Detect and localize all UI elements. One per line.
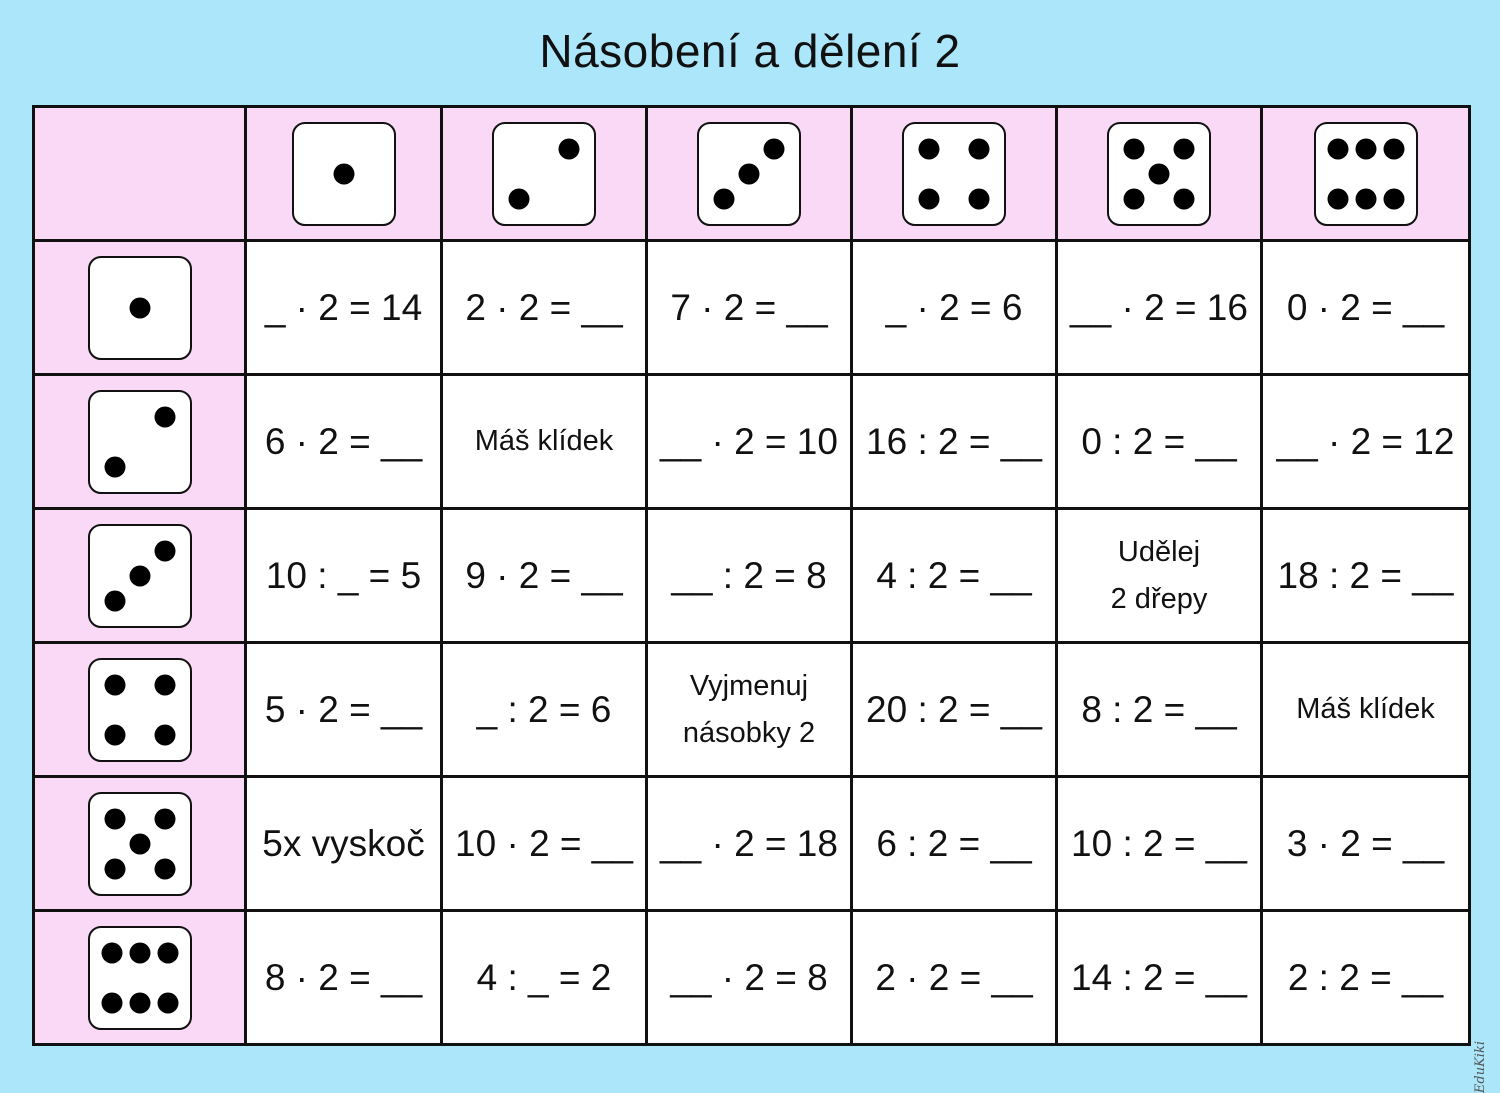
task-cell[interactable]: 20 : 2 = __: [852, 643, 1057, 777]
column-header-4: [852, 107, 1057, 241]
task-cell[interactable]: 10 · 2 = __: [442, 777, 647, 911]
task-cell[interactable]: 9 · 2 = __: [442, 509, 647, 643]
task-cell[interactable]: 5x vyskoč: [246, 777, 442, 911]
die-pip: [104, 456, 125, 477]
task-cell[interactable]: 3 · 2 = __: [1262, 777, 1470, 911]
task-cell[interactable]: Vyjmenuj násobky 2: [647, 643, 852, 777]
task-cell[interactable]: 8 : 2 = __: [1057, 643, 1262, 777]
die-two-icon: [88, 390, 192, 494]
die-pip: [157, 942, 178, 963]
die-pip: [104, 674, 125, 695]
task-cell[interactable]: 0 : 2 = __: [1057, 375, 1262, 509]
die-pip: [154, 406, 175, 427]
die-pip: [1124, 138, 1145, 159]
task-cell[interactable]: __ · 2 = 18: [647, 777, 852, 911]
task-cell[interactable]: _ · 2 = 6: [852, 241, 1057, 375]
column-header-6: [1262, 107, 1470, 241]
task-cell[interactable]: 6 : 2 = __: [852, 777, 1057, 911]
die-two-icon: [492, 122, 596, 226]
task-cell[interactable]: 5 · 2 = __: [246, 643, 442, 777]
column-header-3: [647, 107, 852, 241]
die-pip: [157, 992, 178, 1013]
corner-cell: [34, 107, 246, 241]
table-row: [34, 777, 1470, 911]
task-cell[interactable]: 10 : _ = 5: [246, 509, 442, 643]
die-pip: [1355, 188, 1376, 209]
task-cell[interactable]: _ · 2 = 14: [246, 241, 442, 375]
task-cell[interactable]: 14 : 2 = __: [1057, 911, 1262, 1045]
table-row: [34, 643, 1470, 777]
row-header-6: [34, 911, 246, 1045]
table-row: [34, 911, 1470, 1045]
die-pip: [154, 858, 175, 879]
task-cell[interactable]: 18 : 2 = __: [1262, 509, 1470, 643]
die-pip: [1149, 163, 1170, 184]
die-one-icon: [88, 256, 192, 360]
die-pip: [154, 724, 175, 745]
task-cell[interactable]: 2 : 2 = __: [1262, 911, 1470, 1045]
task-cell[interactable]: 4 : _ = 2: [442, 911, 647, 1045]
die-pip: [559, 138, 580, 159]
task-cell[interactable]: __ · 2 = 12: [1262, 375, 1470, 509]
row-header-3: [34, 509, 246, 643]
die-four-icon: [902, 122, 1006, 226]
column-header-2: [442, 107, 647, 241]
task-cell[interactable]: Udělej 2 dřepy: [1057, 509, 1262, 643]
row-header-1: [34, 241, 246, 375]
die-pip: [154, 674, 175, 695]
die-pip: [1327, 138, 1348, 159]
table-row: [34, 509, 1470, 643]
task-cell[interactable]: __ : 2 = 8: [647, 509, 852, 643]
die-pip: [1383, 188, 1404, 209]
table-row: [34, 375, 1470, 509]
die-pip: [714, 188, 735, 209]
die-pip: [154, 540, 175, 561]
die-pip: [509, 188, 530, 209]
die-pip: [1355, 138, 1376, 159]
die-five-icon: [88, 792, 192, 896]
row-header-5: [34, 777, 246, 911]
task-cell[interactable]: Máš klídek: [442, 375, 647, 509]
task-cell[interactable]: 2 · 2 = __: [852, 911, 1057, 1045]
die-pip: [333, 163, 354, 184]
die-one-icon: [292, 122, 396, 226]
die-pip: [919, 138, 940, 159]
die-pip: [1327, 188, 1348, 209]
task-cell[interactable]: __ · 2 = 8: [647, 911, 852, 1045]
task-cell[interactable]: 8 · 2 = __: [246, 911, 442, 1045]
die-pip: [1174, 188, 1195, 209]
die-six-icon: [1314, 122, 1418, 226]
die-pip: [129, 565, 150, 586]
die-pip: [104, 724, 125, 745]
task-cell[interactable]: __ · 2 = 10: [647, 375, 852, 509]
die-pip: [969, 138, 990, 159]
die-pip: [1383, 138, 1404, 159]
die-pip: [129, 297, 150, 318]
row-header-4: [34, 643, 246, 777]
die-pip: [1124, 188, 1145, 209]
task-cell[interactable]: 7 · 2 = __: [647, 241, 852, 375]
die-pip: [101, 942, 122, 963]
row-header-2: [34, 375, 246, 509]
die-pip: [764, 138, 785, 159]
die-pip: [919, 188, 940, 209]
task-cell[interactable]: 10 : 2 = __: [1057, 777, 1262, 911]
task-cell[interactable]: Máš klídek: [1262, 643, 1470, 777]
die-pip: [129, 992, 150, 1013]
die-three-icon: [88, 524, 192, 628]
author-signature: EduKiki: [1473, 1041, 1488, 1093]
die-five-icon: [1107, 122, 1211, 226]
column-header-1: [246, 107, 442, 241]
task-cell[interactable]: 2 · 2 = __: [442, 241, 647, 375]
die-pip: [104, 808, 125, 829]
die-four-icon: [88, 658, 192, 762]
header-row: [34, 107, 1470, 241]
die-pip: [129, 833, 150, 854]
task-cell[interactable]: 6 · 2 = __: [246, 375, 442, 509]
task-cell[interactable]: __ · 2 = 16: [1057, 241, 1262, 375]
task-cell[interactable]: _ : 2 = 6: [442, 643, 647, 777]
die-pip: [1174, 138, 1195, 159]
die-pip: [104, 858, 125, 879]
die-pip: [104, 590, 125, 611]
die-pip: [154, 808, 175, 829]
die-six-icon: [88, 926, 192, 1030]
die-pip: [969, 188, 990, 209]
column-header-5: [1057, 107, 1262, 241]
task-cell[interactable]: 0 · 2 = __: [1262, 241, 1470, 375]
task-cell[interactable]: 16 : 2 = __: [852, 375, 1057, 509]
die-pip: [129, 942, 150, 963]
die-pip: [101, 992, 122, 1013]
table-row: [34, 241, 1470, 375]
die-three-icon: [697, 122, 801, 226]
dice-game-board: [32, 105, 1471, 1046]
die-pip: [739, 163, 760, 184]
page-title: Násobení a dělení 2: [539, 25, 961, 77]
task-cell[interactable]: 4 : 2 = __: [852, 509, 1057, 643]
